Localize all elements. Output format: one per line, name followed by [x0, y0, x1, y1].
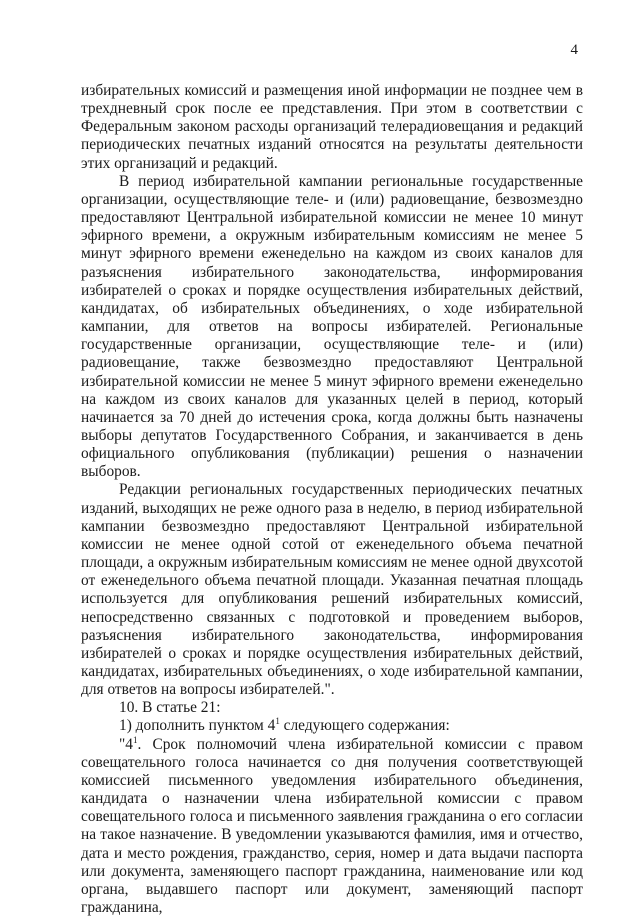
clause-text: . Срок полномочий члена избирательной комиссии с правом совещательного голоса начинается со дня получения соответствующей комиссией письменного уведомления избирательного объединения, кандидата о назначении члена избирательной комиссии с правом совещательного голоса и письменного заявления гражданина о его согласии на такое назначение. В уведомлении указываются фамилия, имя и отчество, дата и место рождения, гражданство, серия, номер и дата выдачи паспорта или документа, заменяющего паспорт гражданина, наименование или код органа, выдавшего паспорт или документ, заменяющий паспорт гражданина, — [81, 735, 583, 917]
paragraph: В период избирательной кампании региональные государственные организации, осуществляющие теле- и (или) радиовещание, безвозмездно предоставляют Центральной избирательной комиссии не менее 10 минут эфирного времени, а окружным избирательным комиссиям не менее 5 минут эфирного времени еженедельно на каждом из своих каналов для разъяснения избирательного законодательства, информирования избирателей о сроках и порядке осуществления избирательных действий, кандидатах, об избирательных объединениях, о ходе избирательной кампании, для ответов на вопросы избирателей. Региональные государственные организации, осуществляющие теле- и (или) радиовещание, также безвозмездно предоставляют Центральной избирательной комиссии не менее 5 минут эфирного времени еженедельно на каждом из своих каналов для указанных целей в период, который начинается за 70 дней до истечения срока, когда должны быть назначены выборы депутатов Государственного Собрания, и заканчивается в день официального опубликования (публикации) решения о назначении выборов. — [81, 172, 583, 481]
superscript: 1 — [275, 716, 280, 727]
paragraph: избирательных комиссий и размещения иной информации не позднее чем в трехдневный срок после ее представления. При этом в соответствии с Федеральным законом расходы организаций телерадиовещания и редакций периодических печатных изданий относятся на результаты деятельности этих организаций и редакций. — [81, 82, 583, 172]
page-number: 4 — [570, 42, 578, 58]
amendment-item — [81, 717, 583, 735]
amendment-clause — [81, 736, 583, 917]
amendment-item-text: следующего содержания: — [279, 717, 450, 735]
superscript: 1 — [132, 734, 138, 745]
document-body — [81, 82, 583, 917]
article-amendment-heading: 10. В статье 21: — [119, 699, 221, 717]
amendment-item-text: 1) дополнить пунктом 4 — [119, 717, 276, 735]
clause-number: "4 — [119, 735, 133, 753]
paragraph: Редакции региональных государственных периодических печатных изданий, выходящих не реже одного раза в неделю, в период избирательной кампании безвозмездно предоставляют Центральной избирательной комиссии не менее одной сотой от еженедельного объема печатной площади, а окружным избирательным комиссиям не менее одной двухсотой от еженедельного объема печатной площади. Указанная печатная площадь используется для опубликования решений избирательных комиссий, непосредственно связанных с подготовкой и проведением выборов, разъяснения избирательного законодательства, информирования избирателей о сроках и порядке осуществления избирательных действий, кандидатах, избирательных объединениях, о ходе избирательной кампании, для ответов на вопросы избирателей.". — [81, 481, 583, 699]
